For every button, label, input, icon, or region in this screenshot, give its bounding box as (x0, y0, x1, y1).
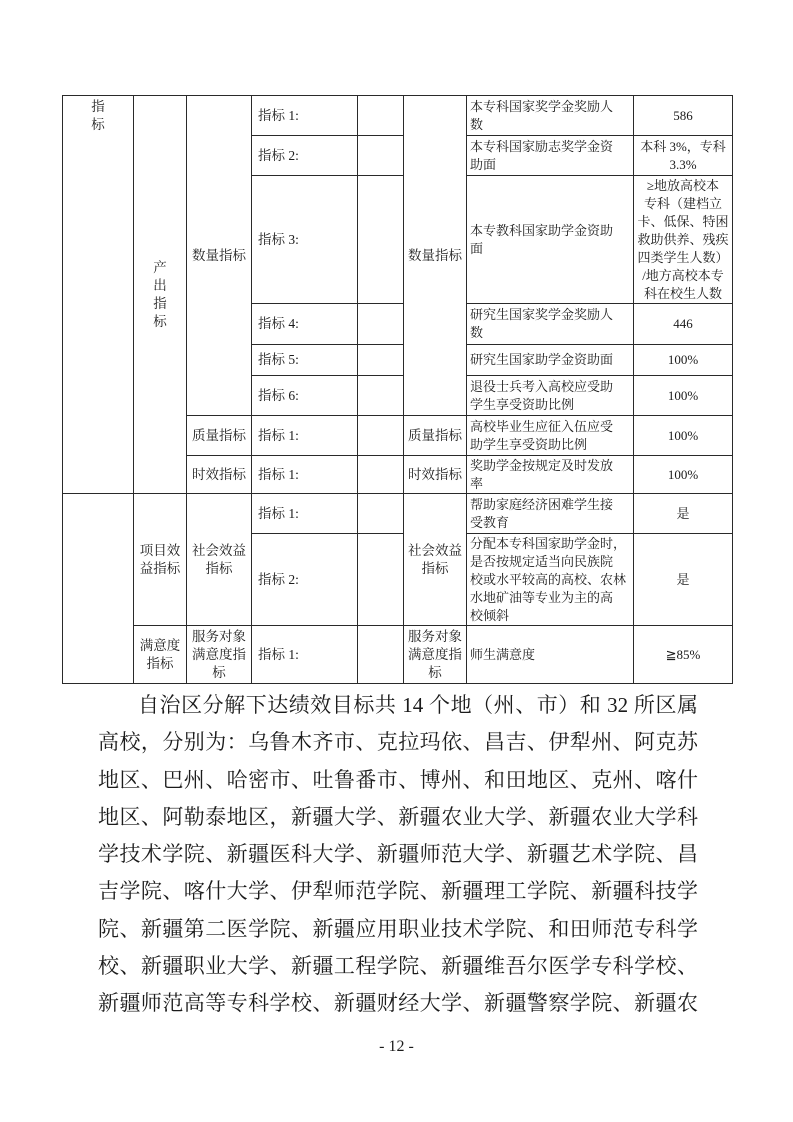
empty-cell (358, 96, 404, 136)
indicator-label: 指标 1: (252, 416, 358, 456)
indicator-value: 是 (634, 494, 733, 534)
empty-category-cell (63, 494, 134, 684)
indicator-description: 本专科国家励志奖学金资 助面 (467, 136, 634, 176)
empty-cell (358, 176, 404, 304)
subgroup-cell-quantity: 数量指标 (187, 96, 252, 416)
paragraph-line: 院、新疆第二医学院、新疆应用职业技术学院、和田师范专科学 (98, 916, 698, 941)
indicator-label: 指标 1: (252, 96, 358, 136)
subgroup-cell-social-benefit-repeat: 社会效益 指标 (404, 494, 467, 626)
empty-cell (358, 534, 404, 626)
indicator-description: 帮助家庭经济困难学生接 受教育 (467, 494, 634, 534)
indicator-label: 指标 6: (252, 376, 358, 416)
indicator-value: 586 (634, 96, 733, 136)
indicator-description: 分配本专科国家助学金时， 是否按规定适当向民族院 校或水平较高的高校、农林 水地矿油等专业为主的高 校倾斜 (467, 534, 634, 626)
group-cell-output: 产 出 指 标 (134, 96, 187, 494)
indicator-value: 100% (634, 376, 733, 416)
empty-cell (358, 456, 404, 494)
paragraph-line: 自治区分解下达绩效目标共 14 个地（州、市）和 32 所区属 (138, 693, 698, 717)
group-cell-satisfaction: 满意度 指标 (134, 626, 187, 684)
table-row (63, 96, 733, 136)
indicator-label: 指标 4: (252, 304, 358, 345)
subgroup-cell-service-satisfaction-repeat: 服务对象 满意度指 标 (404, 626, 467, 684)
indicator-label: 指标 3: (252, 176, 358, 304)
paragraph-line: 高校，分别为：乌鲁木齐市、克拉玛依、昌吉、伊犁州、阿克苏 (98, 730, 698, 755)
indicator-description: 奖助学金按规定及时发放 率 (467, 456, 634, 494)
indicator-description: 研究生国家助学金资助面 (467, 345, 634, 376)
indicator-label: 指标 2: (252, 534, 358, 626)
indicator-category-cell: 指 标 (63, 96, 134, 494)
indicator-label: 指标 5: (252, 345, 358, 376)
body-paragraph (98, 687, 698, 1022)
subgroup-cell-quality-repeat: 质量指标 (404, 416, 467, 456)
indicator-label: 指标 1: (252, 456, 358, 494)
indicator-label: 指标 1: (252, 494, 358, 534)
indicator-value: 446 (634, 304, 733, 345)
indicator-description: 高校毕业生应征入伍应受 助学生享受资助比例 (467, 416, 634, 456)
group-cell-benefit: 项目效 益指标 (134, 494, 187, 626)
performance-indicator-table (62, 95, 733, 684)
indicator-value: 100% (634, 456, 733, 494)
subgroup-cell-quality: 质量指标 (187, 416, 252, 456)
indicator-label: 指标 1: (252, 626, 358, 684)
paragraph-line: 地区、阿勒泰地区，新疆大学、新疆农业大学、新疆农业大学科 (98, 804, 698, 829)
indicator-value: 100% (634, 345, 733, 376)
indicator-description: 本专教科国家助学金资助 面 (467, 176, 634, 304)
indicator-value: ≧85% (634, 626, 733, 684)
empty-cell (358, 136, 404, 176)
paragraph-line: 校、新疆职业大学、新疆工程学院、新疆维吾尔医学专科学校、 (98, 953, 698, 978)
empty-cell (358, 494, 404, 534)
subgroup-cell-timeliness: 时效指标 (187, 456, 252, 494)
subgroup-cell-quantity-repeat: 数量指标 (404, 96, 467, 416)
subgroup-cell-service-satisfaction: 服务对象 满意度指 标 (187, 626, 252, 684)
empty-cell (358, 345, 404, 376)
indicator-label: 指标 2: (252, 136, 358, 176)
empty-cell (358, 626, 404, 684)
paragraph-line: 新疆师范高等专科学校、新疆财经大学、新疆警察学院、新疆农 (98, 991, 698, 1015)
empty-cell (358, 416, 404, 456)
indicator-value: 本科 3%，专科 3.3% (634, 136, 733, 176)
paragraph-line: 吉学院、喀什大学、伊犁师范学院、新疆理工学院、新疆科技学 (98, 879, 698, 904)
indicator-description: 本专科国家奖学金奖励人 数 (467, 96, 634, 136)
indicator-value: ≥地放高校本 专科（建档立 卡、低保、特困 救助供养、残疾 四类学生人数） /地方高校本专 科在校生人数 (634, 176, 733, 304)
indicator-description: 退役士兵考入高校应受助 学生享受资助比例 (467, 376, 634, 416)
empty-cell (358, 376, 404, 416)
subgroup-cell-timeliness-repeat: 时效指标 (404, 456, 467, 494)
indicator-description: 师生满意度 (467, 626, 634, 684)
empty-cell (358, 304, 404, 345)
page-number: - 12 - (379, 1038, 414, 1055)
paragraph-line: 学技术学院、新疆医科大学、新疆师范大学、新疆艺术学院、昌 (98, 842, 698, 866)
indicator-value: 100% (634, 416, 733, 456)
paragraph-line: 地区、巴州、哈密市、吐鲁番市、博州、和田地区、克州、喀什 (98, 767, 698, 792)
subgroup-cell-social-benefit: 社会效益 指标 (187, 494, 252, 626)
table-row (63, 626, 733, 684)
indicator-value: 是 (634, 534, 733, 626)
table-row (63, 494, 733, 534)
indicator-description: 研究生国家奖学金奖励人 数 (467, 304, 634, 345)
